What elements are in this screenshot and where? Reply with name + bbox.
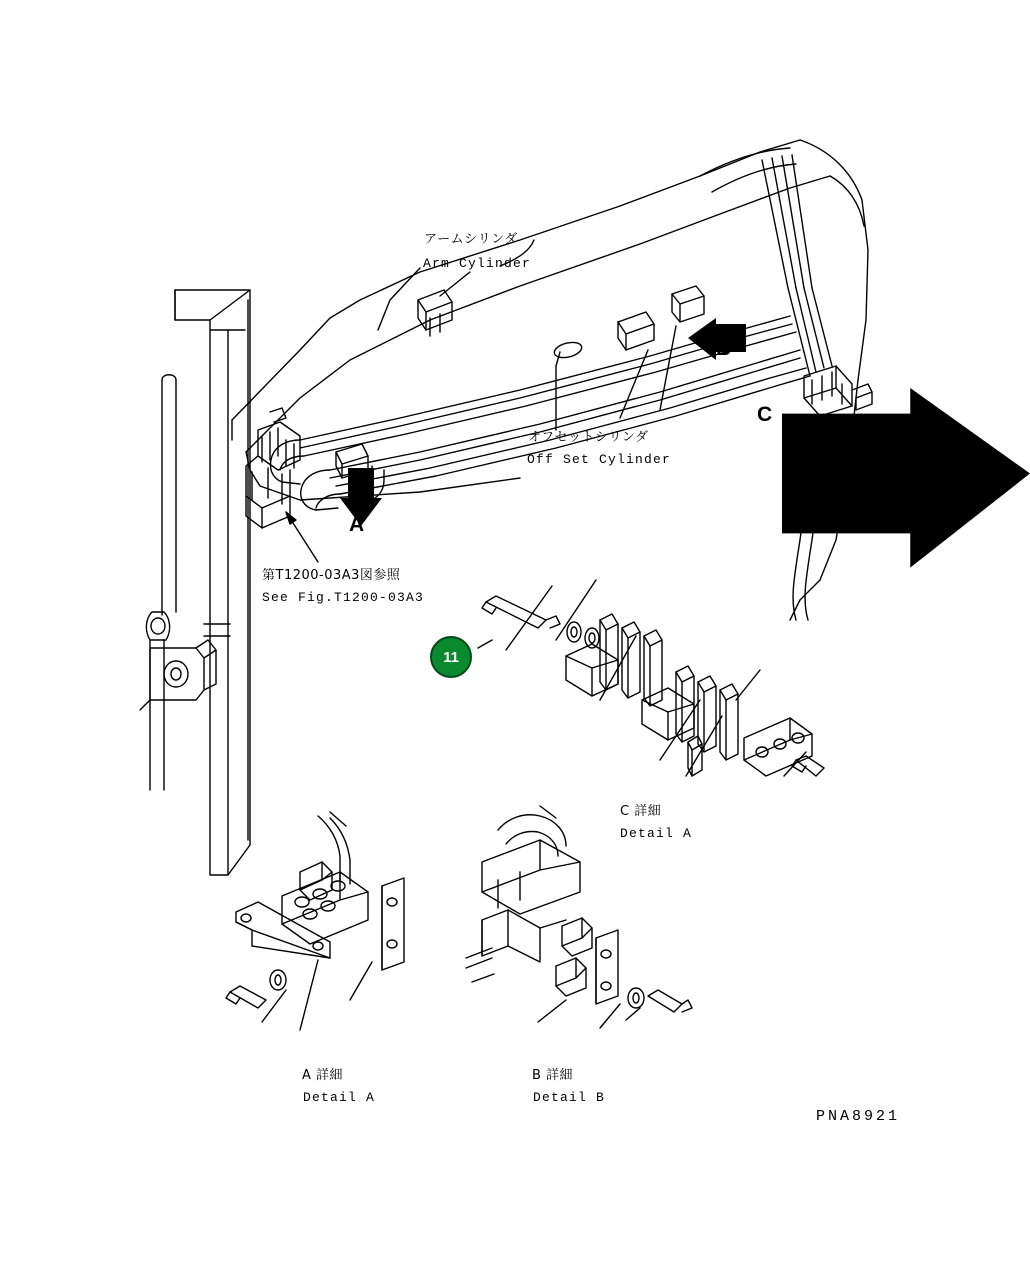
arm-boss: [553, 340, 584, 366]
leader-callout-11: [478, 640, 492, 648]
section-marker-c: C: [757, 403, 773, 426]
section-marker-b: B: [716, 337, 732, 360]
label-detail-a-en: Detail A: [303, 1090, 376, 1105]
valve-block-left: [246, 408, 300, 528]
label-detail-b-jp: B 詳細: [532, 1068, 574, 1083]
label-see-fig-jp: 第T1200-03A3図参照: [262, 568, 401, 583]
label-arm-cylinder-jp: アームシリンダ: [424, 232, 518, 247]
label-detail-c-jp: C 詳細: [620, 804, 662, 819]
vertical-pipe: [140, 375, 176, 790]
label-detail-a-jp: A 詳細: [302, 1068, 344, 1083]
label-detail-b-en: Detail B: [533, 1090, 606, 1105]
leader-arm-cylinder: [378, 240, 534, 330]
arrow-c: [782, 388, 1030, 568]
label-arm-cylinder-en: Arm Cylinder: [423, 256, 532, 271]
part-callout-11[interactable]: [430, 636, 472, 678]
drawing-number: PNA8921: [816, 1108, 901, 1125]
section-marker-a: A: [349, 513, 365, 536]
label-offset-cylinder-jp: オフセットシリンダ: [528, 430, 649, 445]
clamp-blocks: [336, 286, 704, 478]
label-offset-cylinder-en: Off Set Cylinder: [527, 452, 672, 467]
part-callout-11-number: 11: [443, 648, 459, 666]
label-detail-c-en: Detail A: [620, 826, 693, 841]
detail-c-exploded: [482, 580, 824, 776]
label-see-fig-en: See Fig.T1200-03A3: [262, 590, 425, 605]
lower-joint-assembly: [146, 612, 230, 700]
leader-see-fig: [286, 512, 318, 562]
boom-post: [175, 290, 250, 875]
detail-a-exploded: [226, 812, 404, 1030]
